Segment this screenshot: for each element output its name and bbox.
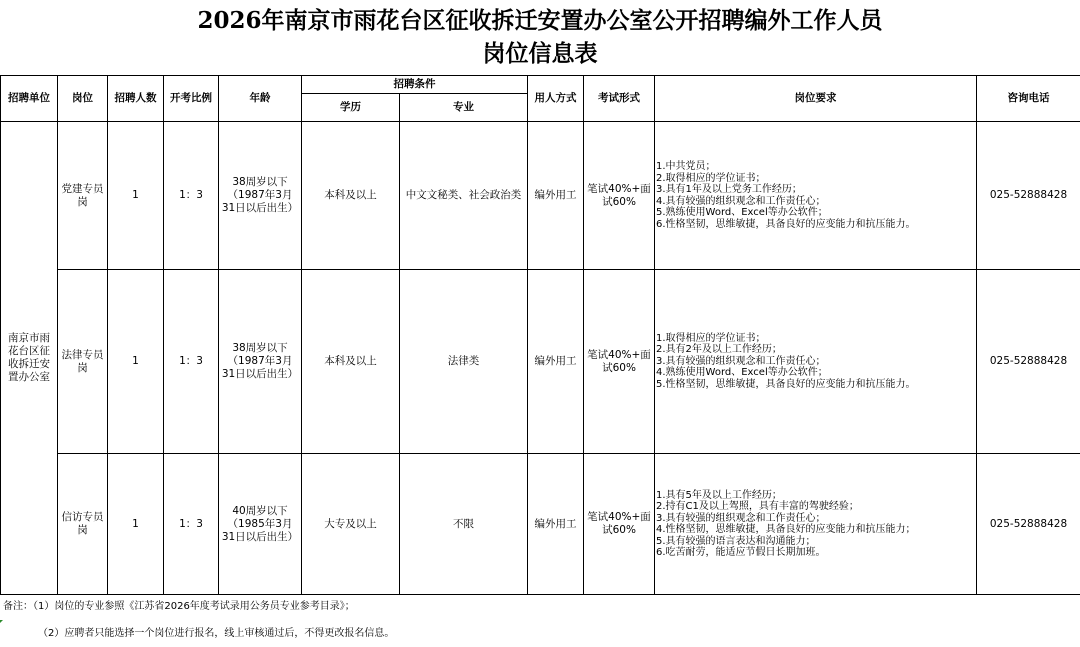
requirement-line: 3.具有较强的组织观念和工作责任心； xyxy=(656,512,826,524)
ratio-cell: 1：3 xyxy=(164,454,219,595)
requirements-cell xyxy=(655,122,977,270)
header-ratio: 开考比例 xyxy=(164,76,219,122)
requirement-line: 3.具有较强的组织观念和工作责任心； xyxy=(656,355,826,367)
major-cell: 不限 xyxy=(400,454,528,595)
position-info-table xyxy=(0,75,1080,595)
ratio-cell: 1：3 xyxy=(164,270,219,454)
header-employment: 用人方式 xyxy=(528,76,584,122)
education-cell: 本科及以上 xyxy=(302,270,400,454)
page-title xyxy=(0,4,1080,70)
header-exam: 考试形式 xyxy=(584,76,655,122)
requirement-line: 5.性格坚韧，思维敏捷，具备良好的应变能力和抗压能力。 xyxy=(656,378,916,390)
major-cell: 法律类 xyxy=(400,270,528,454)
header-age: 年龄 xyxy=(219,76,302,122)
requirements-cell xyxy=(655,270,977,454)
header-unit: 招聘单位 xyxy=(1,76,58,122)
cell-marker xyxy=(0,620,3,623)
header-education: 学历 xyxy=(302,94,400,122)
count-cell: 1 xyxy=(108,454,164,595)
position-cell: 法律专员岗 xyxy=(58,270,108,454)
employment-cell: 编外用工 xyxy=(528,122,584,270)
requirement-line: 3.具有1年及以上党务工作经历； xyxy=(656,184,802,195)
requirement-line: 4.熟练使用Word、Excel等办公软件； xyxy=(656,367,828,379)
header-major: 专业 xyxy=(400,94,528,122)
header-count: 招聘人数 xyxy=(108,76,164,122)
age-cell: 40周岁以下（1985年3月31日以后出生） xyxy=(219,454,302,595)
requirement-line: 4.具有较强的组织观念和工作责任心； xyxy=(656,195,826,207)
requirement-line: 6.性格坚韧，思维敏捷，具备良好的应变能力和抗压能力。 xyxy=(656,218,916,230)
phone-cell: 025-52888428 xyxy=(977,454,1080,595)
note-line-1: 备注：（1）岗位的专业参照《江苏省2026年度考试录用公务员专业参考目录》； xyxy=(3,601,355,612)
requirement-line: 1.具有5年及以上工作经历； xyxy=(656,489,782,501)
count-cell: 1 xyxy=(108,270,164,454)
requirement-line: 5.具有较强的语言表达和沟通能力； xyxy=(656,535,816,547)
position-cell: 党建专员岗 xyxy=(58,122,108,270)
ratio-cell: 1：3 xyxy=(164,122,219,270)
table-row xyxy=(1,270,1080,454)
table-row xyxy=(1,454,1080,595)
phone-cell: 025-52888428 xyxy=(977,270,1080,454)
phone-cell: 025-52888428 xyxy=(977,122,1080,270)
table-row xyxy=(1,122,1080,270)
employment-cell: 编外用工 xyxy=(528,454,584,595)
age-cell: 38周岁以下（1987年3月31日以后出生） xyxy=(219,122,302,270)
position-cell: 信访专员岗 xyxy=(58,454,108,595)
requirement-line: 2.取得相应的学位证书； xyxy=(656,172,766,184)
major-cell: 中文文秘类、社会政治类 xyxy=(400,122,528,270)
requirements-cell xyxy=(655,454,977,595)
title-line-2: 岗位信息表 xyxy=(482,40,598,67)
requirement-line: 1.中共党员； xyxy=(656,161,716,172)
exam-cell: 笔试40%+面试60% xyxy=(584,122,655,270)
employment-cell: 编外用工 xyxy=(528,270,584,454)
header-position: 岗位 xyxy=(58,76,108,122)
education-cell: 本科及以上 xyxy=(302,122,400,270)
education-cell: 大专及以上 xyxy=(302,454,400,595)
requirement-line: 2.持有C1及以上驾照，具有丰富的驾驶经验； xyxy=(656,501,859,512)
requirement-line: 2.具有2年及以上工作经历； xyxy=(656,344,782,356)
requirement-line: 4.性格坚韧，思维敏捷，具备良好的应变能力和抗压能力； xyxy=(656,524,916,535)
header-conditions: 招聘条件 xyxy=(302,76,528,94)
header-phone: 咨询电话 xyxy=(977,76,1080,122)
note-line-2: （2）应聘者只能选择一个岗位进行报名，线上审核通过后，不得更改报名信息。 xyxy=(38,628,395,639)
header-requirements: 岗位要求 xyxy=(655,76,977,122)
exam-cell: 笔试40%+面试60% xyxy=(584,270,655,454)
requirement-line: 6.吃苦耐劳，能适应节假日长期加班。 xyxy=(656,547,826,558)
title-line-1: 2026年南京市雨花台区征收拆迁安置办公室公开招聘编外工作人员 xyxy=(197,7,883,34)
age-cell: 38周岁以下（1987年3月31日以后出生） xyxy=(219,270,302,454)
count-cell: 1 xyxy=(108,122,164,270)
requirement-line: 5.熟练使用Word、Excel等办公软件； xyxy=(656,207,828,218)
exam-cell: 笔试40%+面试60% xyxy=(584,454,655,595)
requirement-line: 1.取得相应的学位证书； xyxy=(656,332,766,344)
unit-cell: 南京市雨花台区征收拆迁安置办公室 xyxy=(1,122,58,595)
